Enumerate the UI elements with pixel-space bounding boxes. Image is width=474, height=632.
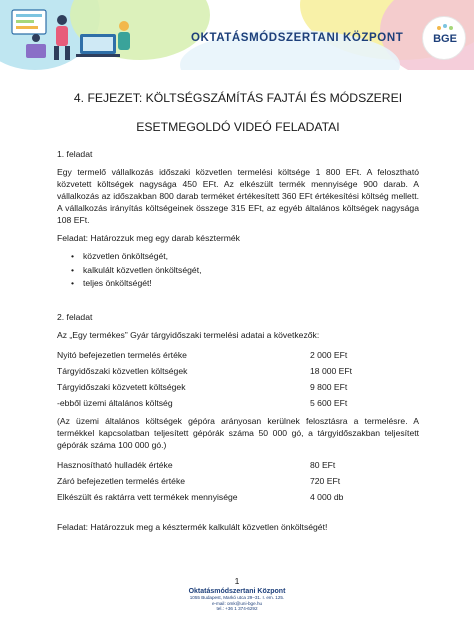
row-value: 80 EFt xyxy=(310,459,336,470)
data-row xyxy=(57,379,419,395)
data-row xyxy=(57,489,419,505)
data-row xyxy=(57,347,419,363)
chapter-title: 4. FEJEZET: KÖLTSÉGSZÁMÍTÁS FAJTÁI ÉS MÓDSZEREI xyxy=(73,91,403,105)
row-value: 4 000 db xyxy=(310,491,344,502)
row-value: 2 000 EFt xyxy=(310,349,348,360)
row-value: 720 EFt xyxy=(310,475,341,486)
task1-paragraph: Egy termelő vállalkozás időszaki közvetlen termelési költsége 1 800 EFt. A felosztható közvetett költségek nagysága 450 EFt. Az elkészült termék mennyisége 900 darab. A vállalkozás az időszakban 800 darab terméket értékesített 360 EFt értékesítési költség mellett. A vállalkozás irányítás költségeinek összege 315 EFt, az egyéb általános költségek nagysága 108 EFt. xyxy=(57,167,419,225)
footer-org-name: Oktatásmódszertani Központ xyxy=(188,588,286,595)
data-row xyxy=(57,363,419,379)
classroom-illustration-icon xyxy=(6,4,136,66)
row-label: Záró befejezetlen termelés értéke xyxy=(57,475,186,486)
row-label: Elkészült és raktárra vett termékek mennyisége xyxy=(57,491,238,502)
document-body xyxy=(57,85,419,533)
footer-phone: tel.: +36 1 374-6292 xyxy=(216,606,258,611)
task2-question: Feladat: Határozzuk meg a késztermék kalkulált közvetlen önköltségét! xyxy=(57,521,328,532)
chapter-subtitle: ESETMEGOLDÓ VIDEÓ FELADATAI xyxy=(136,120,340,134)
list-item: • kalkulált közvetlen önköltségét, xyxy=(71,264,419,278)
brand-title: OKTATÁSMÓDSZERTANI KÖZPONT xyxy=(191,32,404,44)
row-label: Tárgyidőszaki közvetett költségek xyxy=(57,381,186,392)
task1-bullet-list xyxy=(71,250,419,291)
header-banner xyxy=(0,0,474,70)
bge-logo xyxy=(422,16,466,60)
row-label: Hasznosítható hulladék értéke xyxy=(57,459,173,470)
row-label: Nyitó befejezetlen termelés értéke xyxy=(57,349,187,360)
list-item: • közvetlen önköltségét, xyxy=(71,250,419,264)
task2-note: (Az üzemi általános költségek gépóra arányosan kerülnek felosztásra a termelésre. A termékkel kapcsolatban teljesített gépórák száma 50 000 gó, a tárgyidőszakban teljesített gépórák száma 100 000 gó.) xyxy=(57,415,419,450)
row-value: 5 600 EFt xyxy=(310,397,348,408)
row-value: 18 000 EFt xyxy=(310,365,353,376)
row-label: Tárgyidőszaki közvetlen költségek xyxy=(57,365,188,376)
data-row xyxy=(57,473,419,489)
list-item: • teljes önköltségét! xyxy=(71,277,419,291)
logo-dots-icon xyxy=(435,23,455,33)
footer xyxy=(0,588,474,612)
task1-question: Feladat: Határozzuk meg egy darab késztermék xyxy=(57,233,240,243)
task1-heading: 1. feladat xyxy=(57,149,93,159)
task2-intro: Az „Egy termékes” Gyár tárgyidőszaki termelési adatai a következők: xyxy=(57,329,320,340)
task2-heading: 2. feladat xyxy=(57,311,93,322)
data-row xyxy=(57,457,419,473)
logo-text: BGE xyxy=(433,33,457,45)
footer-email: e-mail: omk@uni-bge.hu xyxy=(211,600,263,606)
row-label: -ebből üzemi általános költség xyxy=(57,397,173,408)
row-value: 9 800 EFt xyxy=(310,381,348,392)
footer-address: 1055 Budapest, Markó utca 29–31. I. em. 125. xyxy=(189,595,285,600)
page-number: 1 xyxy=(234,576,240,586)
data-row xyxy=(57,395,419,411)
